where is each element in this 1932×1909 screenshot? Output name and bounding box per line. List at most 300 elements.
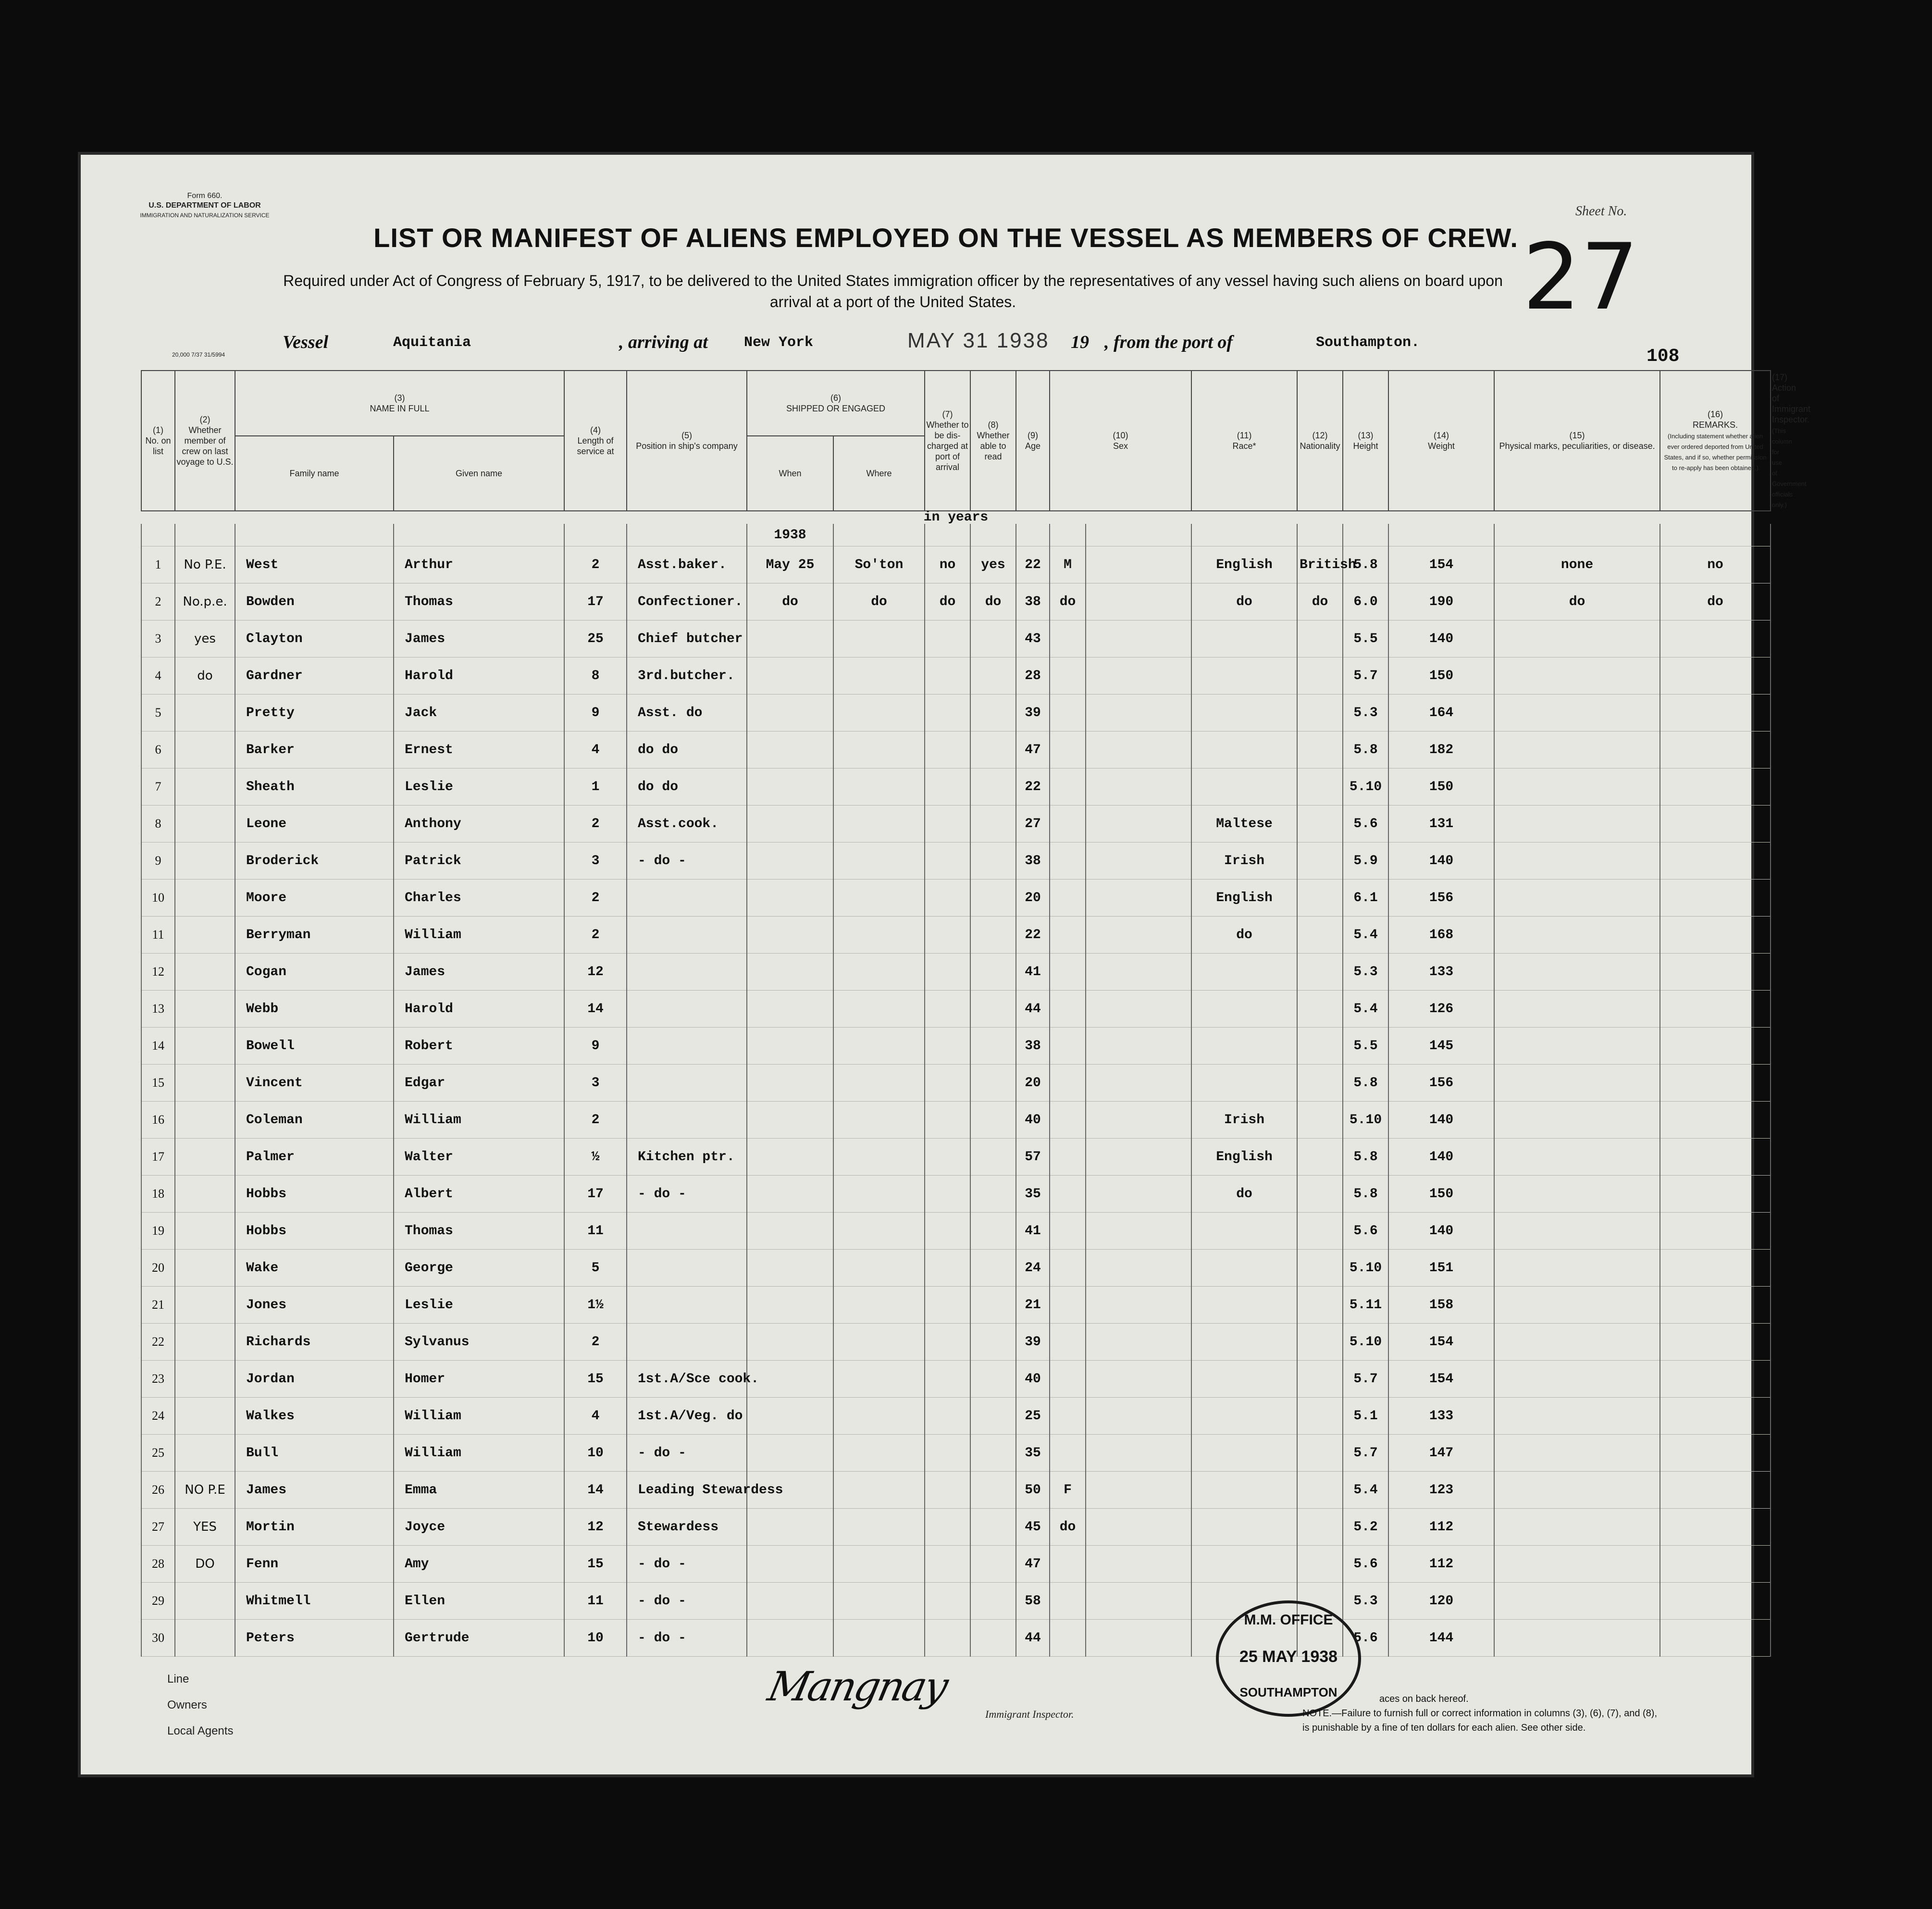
shipped-where — [833, 1139, 925, 1176]
crew-list-number: 17 — [141, 1139, 175, 1176]
length-of-service: 3 — [564, 843, 627, 880]
table-row — [141, 1361, 1771, 1398]
age: 44 — [1016, 1620, 1050, 1657]
age: 41 — [1016, 954, 1050, 991]
sex: F — [1050, 1472, 1086, 1509]
shipped-when: May 25 — [747, 546, 833, 583]
length-of-service: 3 — [564, 1065, 627, 1102]
family-name: Whitmell — [235, 1583, 394, 1620]
to-be-discharged — [925, 991, 970, 1028]
sex — [1050, 731, 1086, 769]
header-discharged: (7) Whether to be dis-charged at port of arrival — [925, 371, 970, 511]
family-name: Bull — [235, 1435, 394, 1472]
height: 5.3 — [1343, 954, 1388, 991]
sex — [1050, 954, 1086, 991]
given-name: Patrick — [394, 843, 564, 880]
header-previous-voyage: (2) Whether member of crew on last voyage to U.S. — [175, 371, 235, 511]
height: 5.4 — [1343, 917, 1388, 954]
to-be-discharged — [925, 1620, 970, 1657]
race — [1191, 620, 1297, 657]
crew-manifest-table: (1) No. on list (2) Whether member of crew on last voyage to U.S. (3) NAME IN FULL (4) Length of service at (5) Position in ship's company (6) SHIPPED OR ENGAGED (7) Whether to be dis-charged at port of arrival (8) Whether able to read (9) Age (10) Sex (11) Race* (12) Nationality (13) Height (14) Weight (15) Physical marks, peculiarities, or disease. (16) REMARKS. (Including statement whether alien ever ordered deported from United States, and if so, whether permission to re-apply has been obtained.) (17) Action of Immigrant Inspector. (This column for use of Government officials only.) Family name Given name When Where in years 1938 1 No P.E. West Arthur 2 Asst.baker. May 25 So'ton no yes 22 M English British 5.8 154 none no 2 No.p.e. Bowden Thomas 17 Confectioner. do do do do 38 do do do 6.0 190 do do 3 yes Clayton James 25 Chief butcher 43 5.5 140 4 do Gardner Harold 8 3rd.butcher. 28 5.7 150 5 Pretty Jack 9 Asst. do 39 5.3 164 6 Barker Ernest 4 do do 47 5.8 182 7 Sheath Leslie 1 do do 22 5.10 150 8 Leone Anthony 2 Asst.cook. 27 Maltese 5.6 131 9 Broderick Patrick 3 - do - 38 Irish 5.9 140 10 Moore Charles 2 20 English 6.1 156 11 Berryman William 2 22 do 5.4 168 12 Cogan James 12 41 5.3 133 13 Webb Harold 14 44 5.4 126 14 Bowell Robert 9 38 5.5 145 15 Vincent Edgar 3 20 5.8 156 16 Coleman William 2 40 Irish 5.10 140 17 Palmer Walter ½ Kitchen ptr. 57 English 5.8 140 18 Hobbs Albert 17 - do - 35 do 5.8 150 19 Hobbs Thomas 11 41 5.6 140 20 Wake George 5 24 5.10 151 21 Jones Leslie 1½ 21 5.11 158 22 Richards Sylvanus 2 39 5.10 154 23 Jordan Homer 15 1st.A/Sce cook. 40 5.7 154 24 Walkes William 4 1st.A/Veg. do 25 5.1 133 25 Bull William 10 - do - 35 5.7 147 26 NO P.E James Emma 14 Leading Stewardess 50 F 5.4 123 27 YES Mortin Joyce 12 Stewardess 45 do 5.2 112 28 DO Fenn Amy 15 - do - 47 5.6 112 29 Whitmell Ellen 11 - do - 58 5.3 120 30 Peters Gertrude 10 - do - 44 5.6 144 — [141, 370, 1771, 1657]
table-row — [141, 1620, 1771, 1657]
weight: 140 — [1388, 1102, 1494, 1139]
length-of-service: 2 — [564, 1324, 627, 1361]
to-be-discharged — [925, 731, 970, 769]
to-be-discharged — [925, 1324, 970, 1361]
length-of-service: 9 — [564, 1028, 627, 1065]
shipped-where — [833, 1287, 925, 1324]
position-in-company: - do - — [627, 843, 747, 880]
length-of-service: 17 — [564, 1176, 627, 1213]
physical-marks — [1494, 1361, 1660, 1398]
shipped-when — [747, 843, 833, 880]
table-row — [141, 583, 1771, 620]
previous-voyage — [175, 1213, 235, 1250]
year-row: 1938 — [747, 524, 833, 546]
crew-list-number: 11 — [141, 917, 175, 954]
position-in-company: - do - — [627, 1435, 747, 1472]
age: 25 — [1016, 1398, 1050, 1435]
position-in-company: 1st.A/Veg. do — [627, 1398, 747, 1435]
given-name: William — [394, 1398, 564, 1435]
sex — [1050, 694, 1086, 731]
age: 35 — [1016, 1176, 1050, 1213]
previous-voyage — [175, 880, 235, 917]
height: 5.6 — [1343, 1213, 1388, 1250]
stamp-office: M.M. OFFICE — [1244, 1612, 1333, 1628]
previous-voyage — [175, 1583, 235, 1620]
age: 28 — [1016, 657, 1050, 694]
height: 5.5 — [1343, 620, 1388, 657]
to-be-discharged — [925, 806, 970, 843]
family-name: Sheath — [235, 769, 394, 806]
crew-list-number: 10 — [141, 880, 175, 917]
shipped-where — [833, 1324, 925, 1361]
height: 5.11 — [1343, 1287, 1388, 1324]
previous-voyage — [175, 769, 235, 806]
physical-marks — [1494, 1139, 1660, 1176]
able-to-read: yes — [970, 546, 1016, 583]
previous-voyage — [175, 1250, 235, 1287]
previous-voyage — [175, 1139, 235, 1176]
crew-list-number: 24 — [141, 1398, 175, 1435]
manifest-sheet — [81, 155, 1811, 1774]
nationality — [1297, 620, 1343, 657]
previous-voyage — [175, 1324, 235, 1361]
age: 39 — [1016, 1324, 1050, 1361]
given-name: Emma — [394, 1472, 564, 1509]
family-name: Mortin — [235, 1509, 394, 1546]
table-row — [141, 954, 1771, 991]
to-be-discharged — [925, 954, 970, 991]
header-sex: (10) Sex — [1050, 371, 1191, 511]
race — [1191, 1361, 1297, 1398]
sex — [1050, 1213, 1086, 1250]
sex: do — [1050, 1509, 1086, 1546]
table-row — [141, 546, 1771, 583]
weight: 120 — [1388, 1583, 1494, 1620]
length-of-service: 12 — [564, 954, 627, 991]
to-be-discharged — [925, 1102, 970, 1139]
to-be-discharged — [925, 769, 970, 806]
crew-list-number: 4 — [141, 657, 175, 694]
able-to-read — [970, 1176, 1016, 1213]
able-to-read — [970, 620, 1016, 657]
physical-marks — [1494, 1509, 1660, 1546]
sex — [1050, 880, 1086, 917]
crew-list-number: 5 — [141, 694, 175, 731]
given-name: James — [394, 954, 564, 991]
crew-list-number: 9 — [141, 843, 175, 880]
sex — [1050, 1620, 1086, 1657]
to-be-discharged — [925, 1213, 970, 1250]
nationality — [1297, 917, 1343, 954]
able-to-read — [970, 1324, 1016, 1361]
height: 5.7 — [1343, 1361, 1388, 1398]
family-name: James — [235, 1472, 394, 1509]
age: 40 — [1016, 1361, 1050, 1398]
crew-list-number: 26 — [141, 1472, 175, 1509]
race — [1191, 1324, 1297, 1361]
race: English — [1191, 1139, 1297, 1176]
weight: 150 — [1388, 769, 1494, 806]
crew-list-number: 25 — [141, 1435, 175, 1472]
shipped-where — [833, 954, 925, 991]
age: 20 — [1016, 880, 1050, 917]
form-department: U.S. DEPARTMENT OF LABOR — [149, 201, 261, 210]
remarks — [1660, 1546, 1771, 1583]
inspector-signature: Mangnay — [764, 1663, 951, 1710]
footer-note: aces on back hereof. NOTE.—Failure to furnish full or correct information in columns (3), (6), (7), and (8), is punishable by a fine of ten dollars for each alien. See other side. — [1302, 1694, 1658, 1733]
previous-voyage — [175, 843, 235, 880]
able-to-read — [970, 1509, 1016, 1546]
remarks — [1660, 694, 1771, 731]
sex — [1050, 917, 1086, 954]
remarks — [1660, 1324, 1771, 1361]
header-list-number: (1) No. on list — [141, 371, 175, 511]
age: 20 — [1016, 1065, 1050, 1102]
age: 40 — [1016, 1102, 1050, 1139]
length-of-service: 17 — [564, 583, 627, 620]
previous-voyage: NO P.E — [175, 1472, 235, 1509]
shipped-when — [747, 1509, 833, 1546]
nationality — [1297, 880, 1343, 917]
physical-marks — [1494, 843, 1660, 880]
weight: 145 — [1388, 1028, 1494, 1065]
family-name: Moore — [235, 880, 394, 917]
able-to-read — [970, 769, 1016, 806]
height: 5.8 — [1343, 731, 1388, 769]
weight: 154 — [1388, 546, 1494, 583]
weight: 156 — [1388, 880, 1494, 917]
able-to-read — [970, 657, 1016, 694]
length-of-service: 1½ — [564, 1287, 627, 1324]
shipped-when — [747, 1620, 833, 1657]
table-row — [141, 1102, 1771, 1139]
sex — [1050, 1028, 1086, 1065]
family-name: Cogan — [235, 954, 394, 991]
height: 5.8 — [1343, 546, 1388, 583]
sex — [1050, 769, 1086, 806]
physical-marks: do — [1494, 583, 1660, 620]
shipped-when — [747, 880, 833, 917]
handwritten-sheet-number: 27 — [1523, 224, 1639, 330]
family-name: Wake — [235, 1250, 394, 1287]
weight: 140 — [1388, 1139, 1494, 1176]
shipped-where — [833, 1509, 925, 1546]
vessel-name: Aquitania — [393, 335, 471, 351]
physical-marks — [1494, 1435, 1660, 1472]
family-name: Jordan — [235, 1361, 394, 1398]
race — [1191, 1287, 1297, 1324]
remarks — [1660, 1213, 1771, 1250]
able-to-read — [970, 1546, 1016, 1583]
race: do — [1191, 1176, 1297, 1213]
crew-list-number: 29 — [141, 1583, 175, 1620]
physical-marks — [1494, 1324, 1660, 1361]
length-of-service: 14 — [564, 991, 627, 1028]
arriving-label: , arriving at — [619, 332, 708, 352]
header-when: When — [747, 436, 833, 511]
remarks — [1660, 1102, 1771, 1139]
sex — [1050, 1102, 1086, 1139]
header-race: (11) Race* — [1191, 371, 1297, 511]
shipped-where: do — [833, 583, 925, 620]
age: 41 — [1016, 1213, 1050, 1250]
previous-voyage — [175, 1435, 235, 1472]
table-row — [141, 917, 1771, 954]
shipped-when — [747, 1065, 833, 1102]
shipped-where — [833, 1546, 925, 1583]
given-name: George — [394, 1250, 564, 1287]
able-to-read — [970, 1361, 1016, 1398]
to-be-discharged — [925, 1176, 970, 1213]
to-be-discharged — [925, 694, 970, 731]
physical-marks — [1494, 1213, 1660, 1250]
family-name: Coleman — [235, 1102, 394, 1139]
able-to-read — [970, 1583, 1016, 1620]
able-to-read — [970, 1250, 1016, 1287]
length-of-service: 4 — [564, 1398, 627, 1435]
shipped-when — [747, 657, 833, 694]
family-name: Bowden — [235, 583, 394, 620]
to-be-discharged — [925, 1065, 970, 1102]
physical-marks — [1494, 731, 1660, 769]
position-in-company — [627, 954, 747, 991]
previous-voyage — [175, 806, 235, 843]
to-be-discharged — [925, 1583, 970, 1620]
crew-list-number: 27 — [141, 1509, 175, 1546]
weight: 147 — [1388, 1435, 1494, 1472]
age: 38 — [1016, 583, 1050, 620]
length-of-service: 15 — [564, 1546, 627, 1583]
race — [1191, 657, 1297, 694]
shipped-where — [833, 731, 925, 769]
race — [1191, 1509, 1297, 1546]
race — [1191, 1398, 1297, 1435]
remarks — [1660, 620, 1771, 657]
race — [1191, 731, 1297, 769]
to-be-discharged — [925, 1287, 970, 1324]
age: 38 — [1016, 1028, 1050, 1065]
sex — [1050, 1176, 1086, 1213]
weight: 151 — [1388, 1250, 1494, 1287]
previous-voyage — [175, 1361, 235, 1398]
sheet-number-label: Sheet No. — [1575, 204, 1627, 219]
shipped-where — [833, 1620, 925, 1657]
position-in-company: Kitchen ptr. — [627, 1139, 747, 1176]
from-port-label: , from the port of — [1104, 332, 1233, 352]
previous-voyage — [175, 917, 235, 954]
page-title: LIST OR MANIFEST OF ALIENS EMPLOYED ON THE VESSEL AS MEMBERS OF CREW. — [373, 223, 1518, 253]
position-in-company: do do — [627, 769, 747, 806]
race — [1191, 1472, 1297, 1509]
shipped-when — [747, 1028, 833, 1065]
length-of-service: 8 — [564, 657, 627, 694]
table-row — [141, 843, 1771, 880]
able-to-read — [970, 1287, 1016, 1324]
shipped-when — [747, 917, 833, 954]
header-family-name: Family name — [235, 436, 394, 511]
family-name: Pretty — [235, 694, 394, 731]
arrival-port: New York — [744, 335, 814, 351]
table-row — [141, 1176, 1771, 1213]
given-name: Sylvanus — [394, 1324, 564, 1361]
shipped-where — [833, 1472, 925, 1509]
previous-voyage — [175, 1176, 235, 1213]
crew-list-number: 13 — [141, 991, 175, 1028]
crew-list-number: 19 — [141, 1213, 175, 1250]
sex — [1050, 1139, 1086, 1176]
position-in-company: 3rd.butcher. — [627, 657, 747, 694]
header-given-name: Given name — [394, 436, 564, 511]
family-name: Fenn — [235, 1546, 394, 1583]
nationality — [1297, 1472, 1343, 1509]
crew-list-number: 3 — [141, 620, 175, 657]
to-be-discharged — [925, 620, 970, 657]
vessel-label: Vessel — [283, 332, 328, 352]
weight: 150 — [1388, 1176, 1494, 1213]
crew-list-number: 14 — [141, 1028, 175, 1065]
height: 5.4 — [1343, 1472, 1388, 1509]
age: 22 — [1016, 546, 1050, 583]
remarks — [1660, 954, 1771, 991]
sex — [1050, 1546, 1086, 1583]
crew-list-number: 28 — [141, 1546, 175, 1583]
to-be-discharged — [925, 1546, 970, 1583]
able-to-read — [970, 1213, 1016, 1250]
shipped-when — [747, 1398, 833, 1435]
height: 5.10 — [1343, 1324, 1388, 1361]
race — [1191, 769, 1297, 806]
shipped-when — [747, 1102, 833, 1139]
position-in-company: do do — [627, 731, 747, 769]
given-name: Gertrude — [394, 1620, 564, 1657]
position-in-company — [627, 880, 747, 917]
weight: 158 — [1388, 1287, 1494, 1324]
table-row — [141, 657, 1771, 694]
table-row — [141, 1287, 1771, 1324]
family-name: Peters — [235, 1620, 394, 1657]
family-name: Gardner — [235, 657, 394, 694]
table-row — [141, 731, 1771, 769]
family-name: Vincent — [235, 1065, 394, 1102]
footer-agents-label: Local Agents — [167, 1724, 234, 1737]
header-height: (13) Height — [1343, 371, 1388, 511]
sex — [1050, 1361, 1086, 1398]
table-row — [141, 991, 1771, 1028]
race: Irish — [1191, 1102, 1297, 1139]
header-weight: (14) Weight — [1388, 371, 1494, 511]
length-of-service: 1 — [564, 769, 627, 806]
length-of-service: 2 — [564, 1102, 627, 1139]
shipped-when — [747, 769, 833, 806]
remarks — [1660, 806, 1771, 843]
family-name: Walkes — [235, 1398, 394, 1435]
position-in-company: Asst.cook. — [627, 806, 747, 843]
race: do — [1191, 917, 1297, 954]
table-row — [141, 1065, 1771, 1102]
length-of-service: 2 — [564, 880, 627, 917]
height: 5.7 — [1343, 657, 1388, 694]
length-of-service: ½ — [564, 1139, 627, 1176]
arrival-date-stamp: MAY 31 1938 — [907, 329, 1050, 352]
crew-list-number: 1 — [141, 546, 175, 583]
nationality — [1297, 1213, 1343, 1250]
year-prefix: 19 — [1071, 332, 1089, 352]
shipped-when — [747, 1287, 833, 1324]
length-of-service: 15 — [564, 1361, 627, 1398]
nationality — [1297, 1102, 1343, 1139]
length-of-service: 14 — [564, 1472, 627, 1509]
crew-list-number: 7 — [141, 769, 175, 806]
age: 22 — [1016, 917, 1050, 954]
remarks — [1660, 1028, 1771, 1065]
page-subtitle: Required under Act of Congress of February 5, 1917, to be delivered to the United States immigration officer by the representatives of any vessel having such aliens on board upon arrival at a port of the United States. — [283, 272, 1503, 310]
shipped-where — [833, 806, 925, 843]
physical-marks: none — [1494, 546, 1660, 583]
previous-voyage — [175, 1287, 235, 1324]
sex — [1050, 991, 1086, 1028]
to-be-discharged — [925, 1398, 970, 1435]
form-header-block — [133, 191, 277, 220]
footer-line-label: Line — [167, 1673, 189, 1686]
crew-list-number: 8 — [141, 806, 175, 843]
given-name: Walter — [394, 1139, 564, 1176]
remarks — [1660, 1398, 1771, 1435]
position-in-company: Stewardess — [627, 1509, 747, 1546]
family-name: Hobbs — [235, 1213, 394, 1250]
table-row — [141, 1546, 1771, 1583]
table-row — [141, 1250, 1771, 1287]
to-be-discharged: no — [925, 546, 970, 583]
shipped-when — [747, 1213, 833, 1250]
able-to-read — [970, 954, 1016, 991]
signature-caption: Immigrant Inspector. — [985, 1708, 1074, 1720]
family-name: West — [235, 546, 394, 583]
weight: 154 — [1388, 1361, 1494, 1398]
to-be-discharged — [925, 917, 970, 954]
position-in-company — [627, 1065, 747, 1102]
crew-list-number: 6 — [141, 731, 175, 769]
shipped-where — [833, 657, 925, 694]
family-name: Barker — [235, 731, 394, 769]
height: 5.7 — [1343, 1435, 1388, 1472]
to-be-discharged — [925, 1361, 970, 1398]
physical-marks — [1494, 620, 1660, 657]
previous-voyage — [175, 694, 235, 731]
length-of-service: 5 — [564, 1250, 627, 1287]
